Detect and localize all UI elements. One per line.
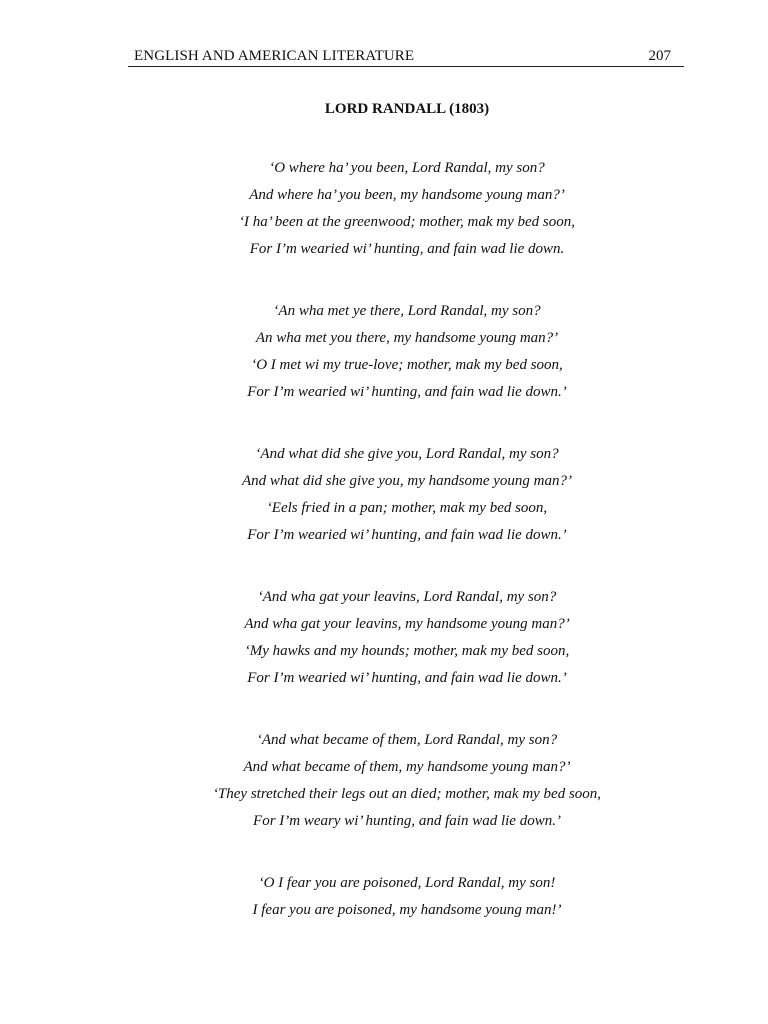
stanza — [0, 727, 768, 870]
stanza — [0, 441, 768, 584]
poem-line: ‘An wha met ye there, Lord Randal, my son? — [273, 303, 541, 319]
stanza — [0, 584, 768, 727]
poem-line: For I’m wearied wi’ hunting, and fain wad lie down.’ — [247, 527, 567, 543]
poem-line: ‘Eels fried in a pan; mother, mak my bed soon, — [266, 500, 548, 516]
poem-line: And where ha’ you been, my handsome young man?’ — [249, 187, 565, 203]
poem-line: ‘And what did she give you, Lord Randal, my son? — [255, 446, 559, 462]
poem-line: ‘I ha’ been at the greenwood; mother, mak my bed soon, — [238, 214, 576, 230]
poem-line: For I’m wearied wi’ hunting, and fain wad lie down. — [249, 241, 565, 257]
poem-line: ‘O I fear you are poisoned, Lord Randal, my son! — [258, 875, 556, 891]
stanza — [0, 298, 768, 441]
poem-body — [0, 155, 768, 1013]
poem-title: LORD RANDALL (1803) — [324, 101, 490, 117]
poem-line: And what became of them, my handsome young man?’ — [243, 759, 571, 775]
page-number: 207 — [648, 48, 671, 64]
poem-line: ‘And wha gat your leavins, Lord Randal, my son? — [257, 589, 557, 605]
poem-line: An wha met you there, my handsome young man?’ — [255, 330, 559, 346]
poem-line: ‘O where ha’ you been, Lord Randal, my son? — [269, 160, 545, 176]
stanza — [0, 155, 768, 298]
poem-line: For I’m wearied wi’ hunting, and fain wad lie down.’ — [247, 670, 567, 686]
running-header — [128, 46, 684, 67]
poem-line: For I’m wearied wi’ hunting, and fain wad lie down.’ — [247, 384, 567, 400]
stanza — [0, 870, 768, 1013]
poem-line: ‘O I met wi my true-love; mother, mak my bed soon, — [251, 357, 563, 373]
poem-line: And wha gat your leavins, my handsome young man?’ — [244, 616, 570, 632]
poem-line: And what did she give you, my handsome young man?’ — [242, 473, 572, 489]
poem-line: ‘They stretched their legs out an died; mother, mak my bed soon, — [212, 786, 602, 802]
poem-line: ‘And what became of them, Lord Randal, my son? — [256, 732, 558, 748]
poem-line: I fear you are poisoned, my handsome young man!’ — [252, 902, 562, 918]
book-title: ENGLISH AND AMERICAN LITERATURE — [134, 48, 415, 64]
poem-line: For I’m weary wi’ hunting, and fain wad lie down.’ — [253, 813, 561, 829]
poem-line: ‘My hawks and my hounds; mother, mak my bed soon, — [244, 643, 570, 659]
